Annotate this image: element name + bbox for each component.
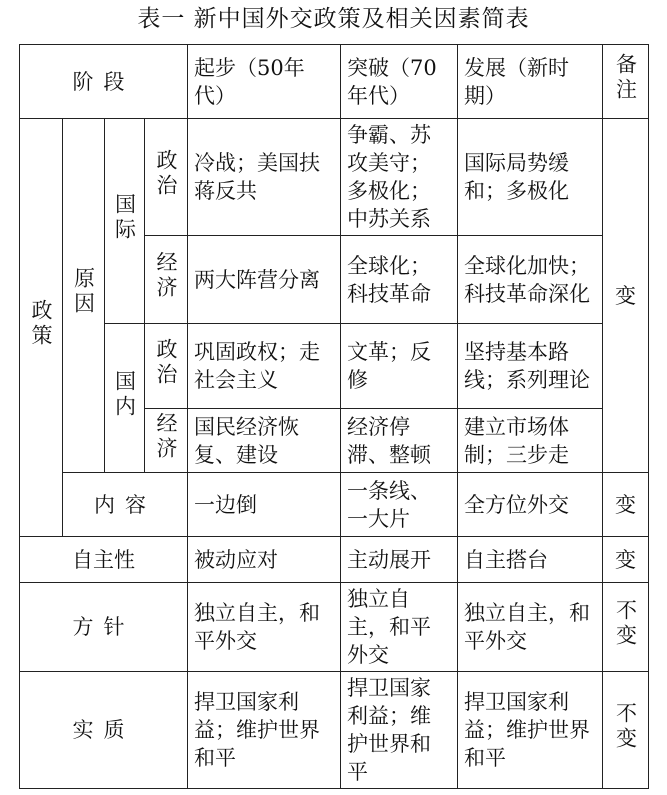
cell-dom-politics-1: 巩固政权；走社会主义 <box>188 324 341 409</box>
note-guideline: 不变 <box>603 583 649 672</box>
note-autonomy: 变 <box>603 537 649 583</box>
cell-guideline-3: 独立自主，和平外交 <box>458 583 603 672</box>
note-reason: 变 <box>603 119 649 473</box>
header-stage-1: 起步（50年代） <box>188 45 341 119</box>
table-row <box>20 583 649 672</box>
cell-intl-politics-3: 国际局势缓和；多极化 <box>458 119 603 236</box>
note-essence: 不变 <box>603 672 649 789</box>
cell-content-1: 一边倒 <box>188 473 341 537</box>
cell-dom-economy-1: 国民经济恢复、建设 <box>188 409 341 473</box>
label-dom-politics: 政治 <box>145 324 188 409</box>
cell-autonomy-2: 主动展开 <box>341 537 458 583</box>
note-content: 变 <box>603 473 649 537</box>
label-reason: 原因 <box>63 119 105 473</box>
table-row <box>20 672 649 789</box>
cell-autonomy-3: 自主搭台 <box>458 537 603 583</box>
label-guideline: 方针 <box>20 583 188 672</box>
label-essence: 实质 <box>20 672 188 789</box>
label-intl-economy: 经济 <box>145 236 188 324</box>
label-autonomy: 自主性 <box>20 537 188 583</box>
cell-dom-economy-2: 经济停滞、整顿 <box>341 409 458 473</box>
cell-intl-economy-1: 两大阵营分离 <box>188 236 341 324</box>
cell-essence-2: 捍卫国家利益；维护世界和平 <box>341 672 458 789</box>
cell-autonomy-1: 被动应对 <box>188 537 341 583</box>
cell-content-2: 一条线、一大片 <box>341 473 458 537</box>
table-row <box>20 473 649 537</box>
cell-guideline-1: 独立自主，和平外交 <box>188 583 341 672</box>
cell-dom-politics-2: 文革；反修 <box>341 324 458 409</box>
policy-table <box>19 44 649 789</box>
cell-dom-economy-3: 建立市场体制；三步走 <box>458 409 603 473</box>
label-domestic: 国内 <box>105 324 145 473</box>
table-row <box>20 537 649 583</box>
cell-essence-3: 捍卫国家利益；维护世界和平 <box>458 672 603 789</box>
label-intl-politics: 政治 <box>145 119 188 236</box>
cell-guideline-2: 独立自主，和平外交 <box>341 583 458 672</box>
label-content: 内容 <box>63 473 188 537</box>
table-row <box>20 119 649 236</box>
table-caption: 表一 新中国外交政策及相关因素简表 <box>137 6 530 32</box>
cell-dom-politics-3: 坚持基本路线；系列理论 <box>458 324 603 409</box>
cell-content-3: 全方位外交 <box>458 473 603 537</box>
header-row <box>20 45 649 119</box>
label-dom-economy: 经济 <box>145 409 188 473</box>
header-stage: 阶段 <box>20 45 188 119</box>
cell-intl-politics-1: 冷战；美国扶蒋反共 <box>188 119 341 236</box>
table-row <box>20 324 649 409</box>
header-stage-3: 发展（新时期） <box>458 45 603 119</box>
label-international: 国际 <box>105 119 145 324</box>
header-stage-2: 突破（70年代） <box>341 45 458 119</box>
cell-essence-1: 捍卫国家利益；维护世界和平 <box>188 672 341 789</box>
cell-intl-economy-3: 全球化加快；科技革命深化 <box>458 236 603 324</box>
cell-intl-economy-2: 全球化；科技革命 <box>341 236 458 324</box>
label-policy: 政策 <box>20 119 63 537</box>
cell-intl-politics-2: 争霸、苏攻美守；多极化；中苏关系 <box>341 119 458 236</box>
header-note: 备注 <box>603 45 649 119</box>
